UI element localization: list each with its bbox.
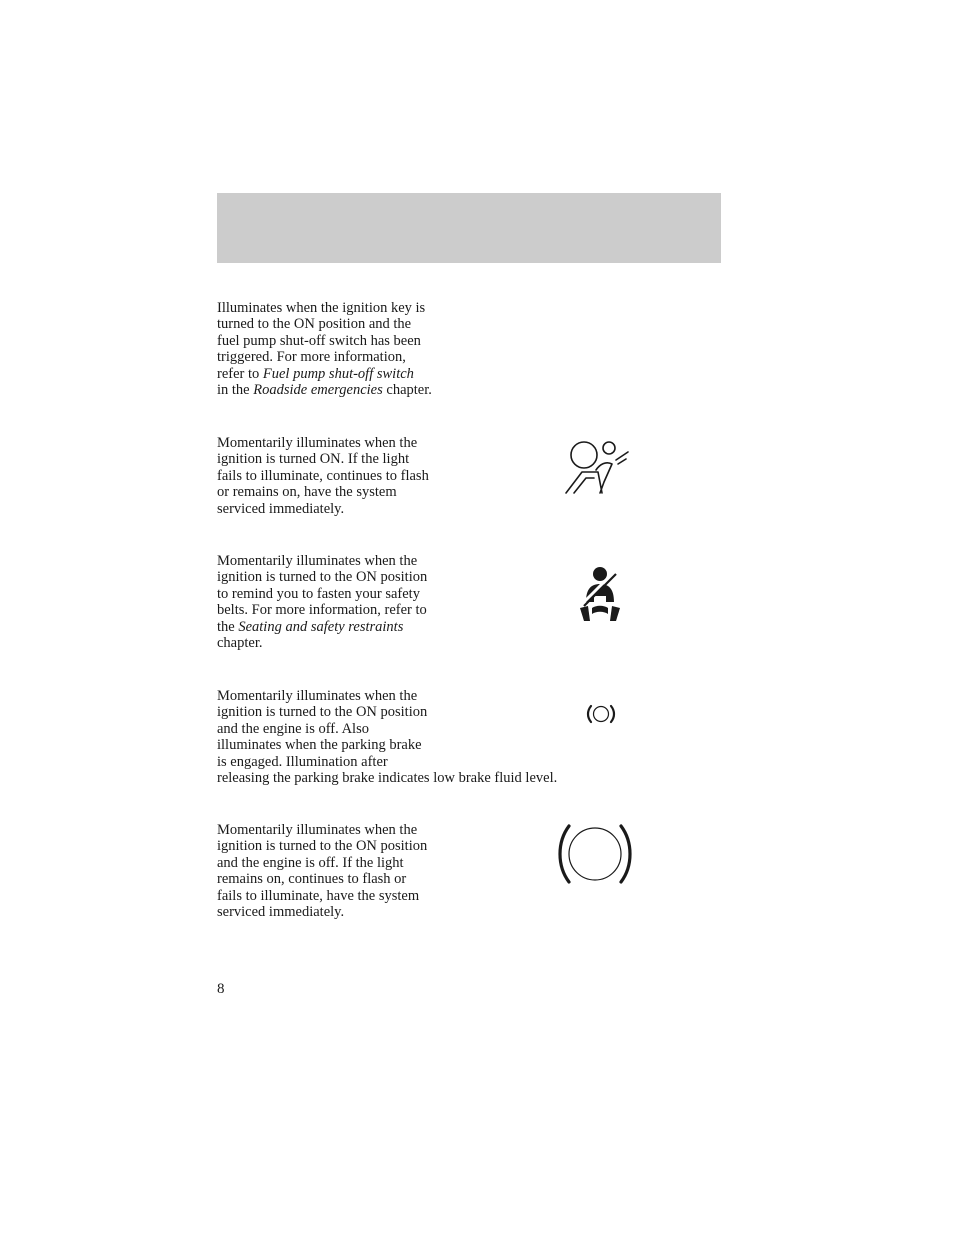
- text-segment: the: [217, 618, 239, 635]
- text-segment: Momentarily illuminates when the: [217, 553, 418, 569]
- text-line: [217, 904, 427, 920]
- text-line: [217, 316, 432, 332]
- text-segment: Momentarily illuminates when the: [217, 435, 418, 451]
- text-segment: fails to illuminate, continues to flash: [217, 467, 429, 484]
- text-line: [217, 501, 429, 517]
- text-line: [217, 586, 427, 602]
- text-segment: remains on, continues to flash or: [217, 871, 407, 888]
- text-segment: refer to: [217, 365, 263, 382]
- text-line: [217, 754, 557, 770]
- text-line: [217, 569, 427, 585]
- airbag-warning-icon: [560, 436, 632, 498]
- italic-reference: Roadside emergencies: [253, 382, 383, 399]
- text-segment: serviced immediately.: [217, 904, 345, 921]
- fuel-pump-paragraph: [217, 300, 432, 398]
- text-segment: to remind you to fasten your safety: [217, 585, 420, 602]
- text-segment: fuel pump shut-off switch has been: [217, 332, 421, 349]
- text-segment: chapter.: [382, 382, 432, 399]
- text-line: [217, 888, 427, 904]
- text-segment: chapter.: [217, 635, 263, 652]
- text-segment: ignition is turned to the ON position: [217, 838, 428, 855]
- text-line: [217, 435, 429, 451]
- text-line: [217, 451, 429, 467]
- text-line: [217, 349, 432, 365]
- text-line: [217, 871, 427, 887]
- text-segment: ignition is turned ON. If the light: [217, 451, 410, 468]
- text-segment: turned to the ON position and the: [217, 316, 412, 333]
- airbag-paragraph: [217, 435, 429, 517]
- text-line: [217, 484, 429, 500]
- text-segment: belts. For more information, refer to: [217, 602, 427, 619]
- anti-lock-brake-icon: [557, 822, 633, 886]
- seatbelt-reminder-icon: [576, 564, 624, 624]
- text-line: [217, 468, 429, 484]
- text-line: [217, 855, 427, 871]
- text-line: [217, 366, 432, 382]
- text-line: [217, 770, 557, 786]
- text-line: [217, 822, 427, 838]
- text-segment: ignition is turned to the ON position: [217, 704, 428, 721]
- text-segment: or remains on, have the system: [217, 484, 397, 501]
- brake-system-icon: [586, 703, 616, 725]
- seatbelt-paragraph: [217, 553, 427, 651]
- brake-paragraph: [217, 688, 557, 786]
- chapter-header-band: [217, 193, 721, 263]
- text-segment: Illuminates when the ignition key is: [217, 300, 426, 316]
- text-line: [217, 838, 427, 854]
- abs-paragraph: [217, 822, 427, 920]
- text-segment: triggered. For more information,: [217, 349, 406, 366]
- italic-reference: Seating and safety restraints: [238, 618, 404, 635]
- text-line: [217, 635, 427, 651]
- text-line: [217, 300, 432, 316]
- text-segment: ignition is turned to the ON position: [217, 569, 428, 586]
- text-segment: serviced immediately.: [217, 500, 345, 517]
- text-line: [217, 619, 427, 635]
- text-segment: in the: [217, 382, 254, 399]
- text-line: [217, 688, 557, 704]
- text-segment: and the engine is off. If the light: [217, 854, 404, 871]
- text-segment: fails to illuminate, have the system: [217, 887, 420, 904]
- text-line: [217, 553, 427, 569]
- text-line: [217, 333, 432, 349]
- text-segment: illuminates when the parking brake: [217, 737, 422, 754]
- text-line: [217, 602, 427, 618]
- text-segment: Momentarily illuminates when the: [217, 688, 418, 704]
- text-line: [217, 721, 557, 737]
- text-line: [217, 382, 432, 398]
- text-segment: Momentarily illuminates when the: [217, 822, 418, 838]
- text-segment: and the engine is off. Also: [217, 720, 369, 737]
- text-segment: releasing the parking brake indicates low brake fluid level.: [217, 770, 558, 787]
- text-line: [217, 737, 557, 753]
- page-number: 8: [217, 981, 225, 997]
- italic-reference: Fuel pump shut-off switch: [262, 365, 414, 382]
- text-line: [217, 704, 557, 720]
- text-segment: is engaged. Illumination after: [217, 753, 388, 770]
